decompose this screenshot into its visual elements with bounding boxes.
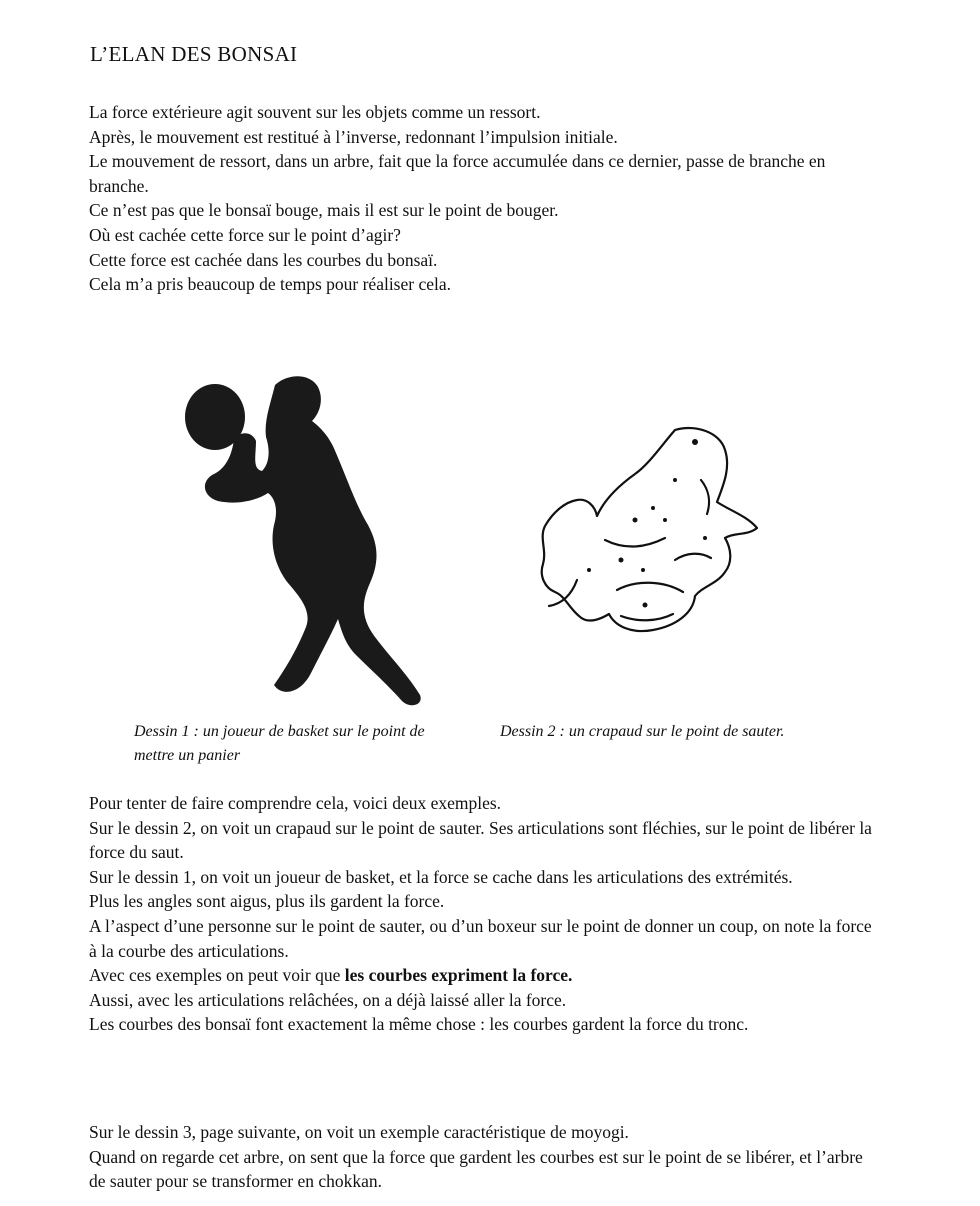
intro-line: Cela m’a pris beaucoup de temps pour réaliser cela. [89, 274, 452, 295]
toad-line-drawing [525, 420, 770, 650]
intro-line: Le mouvement de ressort, dans un arbre, fait que la force accumulée dans ce dernier, passe de branche en branche. [89, 151, 826, 196]
emphasis-bold: les courbes expriment la force. [344, 965, 573, 986]
intro-paragraph [89, 100, 879, 297]
body-line: Plus les angles sont aigus, plus ils gardent la force. [89, 891, 445, 912]
body-line: Les courbes des bonsaï font exactement la même chose : les courbes gardent la force du tronc. [89, 1014, 749, 1035]
body-line: Sur le dessin 1, on voit un joueur de basket, et la force se cache dans les articulations des extrémités. [89, 866, 793, 887]
body-line: Aussi, avec les articulations relâchées, on a déjà laissé aller la force. [89, 989, 567, 1010]
intro-line: Ce n’est pas que le bonsaï bouge, mais il est sur le point de bouger. [89, 200, 559, 221]
figure-caption-1: Dessin 1 : un joueur de basket sur le point de mettre un panier [134, 723, 425, 764]
basketball-player-silhouette [170, 365, 440, 715]
closing-line: Sur le dessin 3, page suivante, on voit un exemple caractéristique de moyogi. [89, 1122, 629, 1142]
body-paragraph [89, 791, 879, 1037]
intro-line: Après, le mouvement est restitué à l’inverse, redonnant l’impulsion initiale. [89, 126, 618, 147]
intro-line: Cette force est cachée dans les courbes du bonsaï. [89, 249, 438, 270]
body-line: Pour tenter de faire comprendre cela, voici deux exemples. [89, 793, 502, 813]
body-line: A l’aspect d’une personne sur le point de sauter, ou d’un boxeur sur le point de donner un coup, on note la force à la courbe des articulations. [89, 915, 872, 961]
intro-line: La force extérieure agit souvent sur les objets comme un ressort. [89, 102, 541, 122]
page-title: L’ELAN DES BONSAI [90, 42, 298, 66]
emphasis-line [89, 963, 879, 988]
closing-paragraph [89, 1120, 879, 1194]
body-line: Sur le dessin 2, on voit un crapaud sur le point de sauter. Ses articulations sont fléchies, sur le point de libérer la force du saut. [89, 817, 872, 863]
emphasis-prefix: Avec ces exemples on peut voir que [89, 965, 345, 986]
figure-caption-2: Dessin 2 : un crapaud sur le point de sauter. [500, 723, 785, 740]
intro-line: Où est cachée cette force sur le point d’agir? [89, 224, 401, 245]
closing-line: Quand on regarde cet arbre, on sent que la force que gardent les courbes est sur le point de se libérer, et l’arbre de sauter pour se transformer en chokkan. [89, 1146, 863, 1192]
